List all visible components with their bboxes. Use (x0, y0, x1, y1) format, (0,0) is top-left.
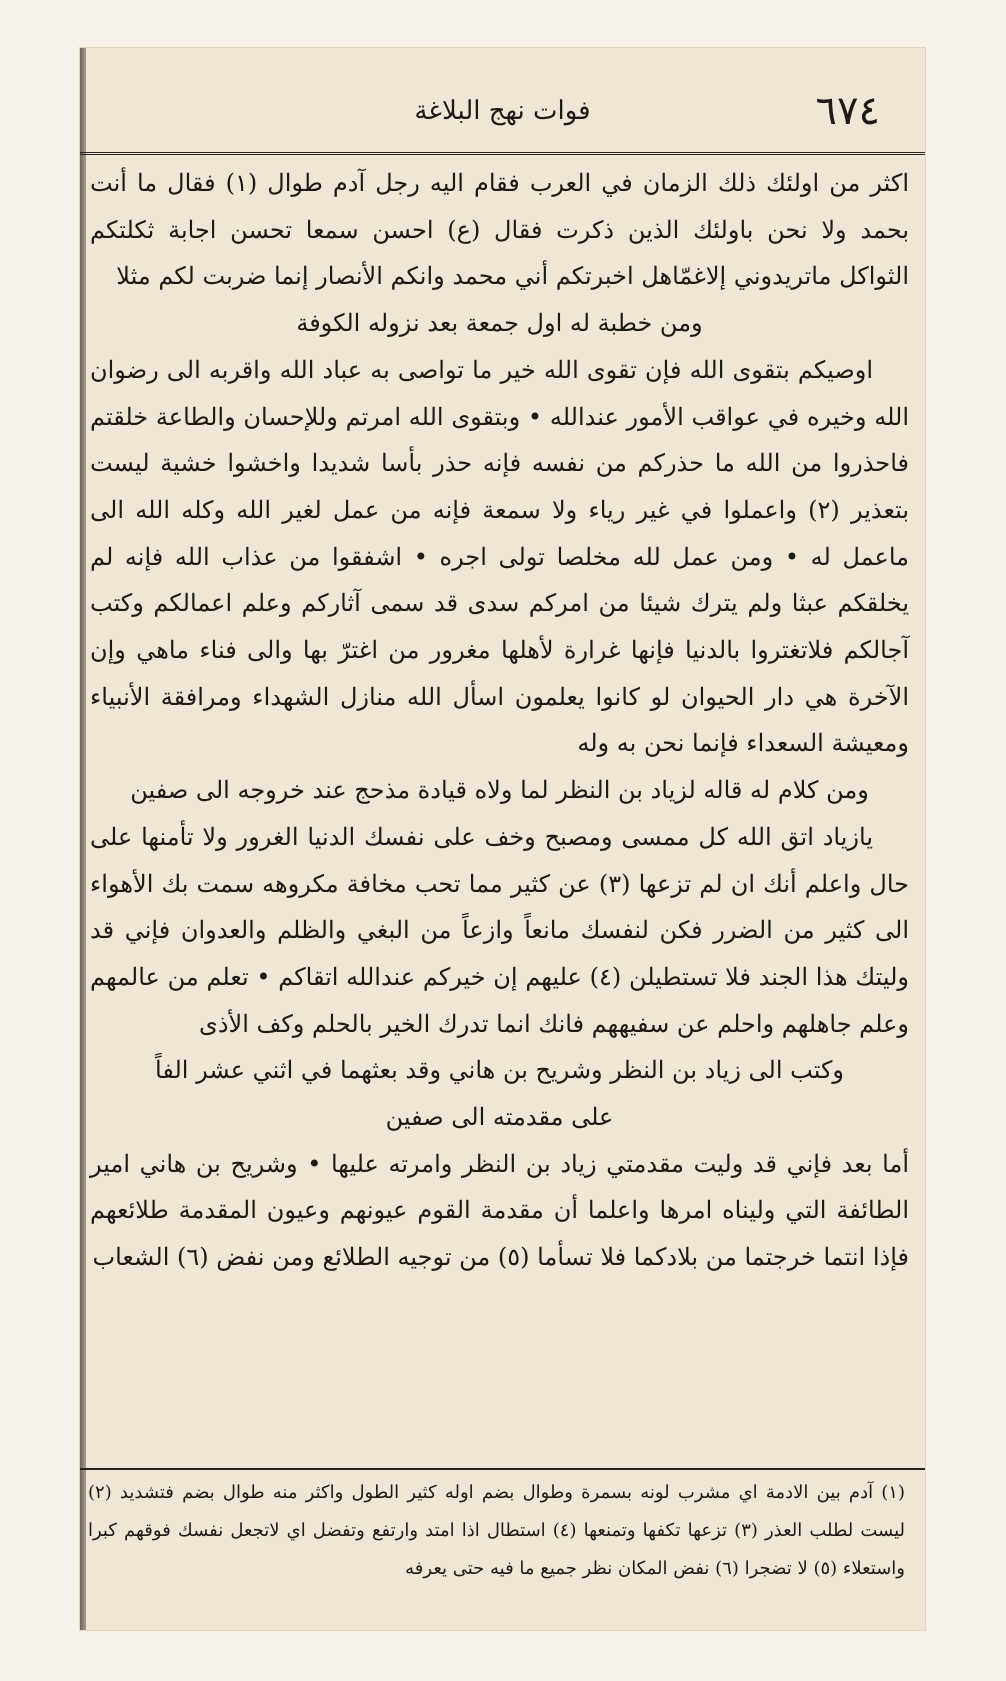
footnote-rule (80, 1468, 925, 1470)
running-title: فوات نهج البلاغة (414, 96, 591, 126)
paragraph-4: أما بعد فإني قد وليت مقدمتي زياد بن النظر وامرته عليها • وشريح بن هاني امير الطائفة التي وليناه امرها واعلما أن مقدمة القوم عيونهم وعيون المقدمة طلائعهم فإذا انتما خرجتما من بلادكما فلا تسأما (٥) من توجيه الطلائع ومن نفض (٦) الشعاب (90, 1149, 909, 1272)
section-heading-letter-cont: على مقدمته الى صفين (385, 1103, 614, 1132)
main-text (90, 160, 909, 1281)
book-page (80, 48, 925, 1630)
section-heading-sermon: ومن خطبة له اول جمعة بعد نزوله الكوفة (296, 309, 703, 338)
footnotes-text: (١) آدم بين الادمة اي مشرب لونه بسمرة وطوال بضم اوله كثير الطول واكثر منه طوال بضم فتشديد (٢) ليست لطلب العذر (٣) تزعها تكفها وتمنعها (٤) استطال اذا امتد وارتفع وتفضل اي لاتجعل نفسك فوقهم كبرا واستعلاء (٥) لا تضجرا (٦) نفض المكان نظر جميع ما فيه حتى يعرفه (88, 1482, 905, 1579)
header-rule (80, 152, 925, 155)
paragraph-2: اوصيكم بتقوى الله فإن تقوى الله خير ما تواصى به عباد الله واقربه الى رضوان الله وخيره في عواقب الأمور عندالله • وبتقوى الله امرتم وللإحسان والطاعة خلقتم فاحذروا من الله ما حذركم من نفسه فإنه حذر بأسا شديدا واخشوا خشية ليست بتعذير (٢) واعملوا في غير رياء ولا سمعة فإنه من عمل لغير الله وكله الله الى ماعمل له • ومن عمل لله مخلصا تولى اجره • اشفقوا من عذاب الله فإنه لم يخلقكم عبثا ولم يترك شيئا من امركم سدى قد سمى آثاركم وعلم اعمالكم وكتب آجالكم فلاتغتروا بالدنيا فإنها غرارة لأهلها مغرور من اغترّ بها والى فناء ماهي وإن الآخرة هي دار الحيوان لو كانوا يعلمون اسأل الله منازل الشهداء ومرافقة الأنبياء ومعيشة السعداء فإنما نحن به وله (90, 355, 910, 758)
footnotes (88, 1474, 905, 1588)
page-number: ٦٧٤ (815, 88, 880, 134)
paragraph-3: يازياد اتق الله كل ممسى ومصبح وخف على نفسك الدنيا الغرور ولا تأمنها على حال واعلم أنك ان لم تزعها (٣) عن كثير مما تحب مخافة مكروهه سمت بك الأهواء الى كثير من الضرر فكن لنفسك مانعاً وازعاً من البغي والظلم والعدوان فإني قد وليتك هذا الجند فلا تستطيلن (٤) عليهم إن خيركم عندالله اتقاكم • تعلم من عالمهم وعلم جاهلهم واحلم عن سفيههم فانك انما تدرك الخير بالحلم وكف الأذى (90, 822, 909, 1038)
section-heading-letter: وكتب الى زياد بن النظر وشريح بن هاني وقد بعثهما في اثني عشر الفاً (155, 1056, 844, 1085)
section-heading-speech: ومن كلام له قاله لزياد بن النظر لما ولاه قيادة مذحج عند خروجه الى صفين (130, 776, 869, 805)
paragraph-1: اكثر من اولئك ذلك الزمان في العرب فقام اليه رجل آدم طوال (١) فقال ما أنت بحمد ولا نحن باولئك الذين ذكرت فقال (ع) احسن سمعا تحسن اجابة ثكلتكم الثواكل ماتريدوني إلاغمّاهل اخبرتكم أني محمد وانكم الأنصار إنما ضربت لكم مثلا (90, 169, 909, 291)
page-header (80, 88, 925, 144)
